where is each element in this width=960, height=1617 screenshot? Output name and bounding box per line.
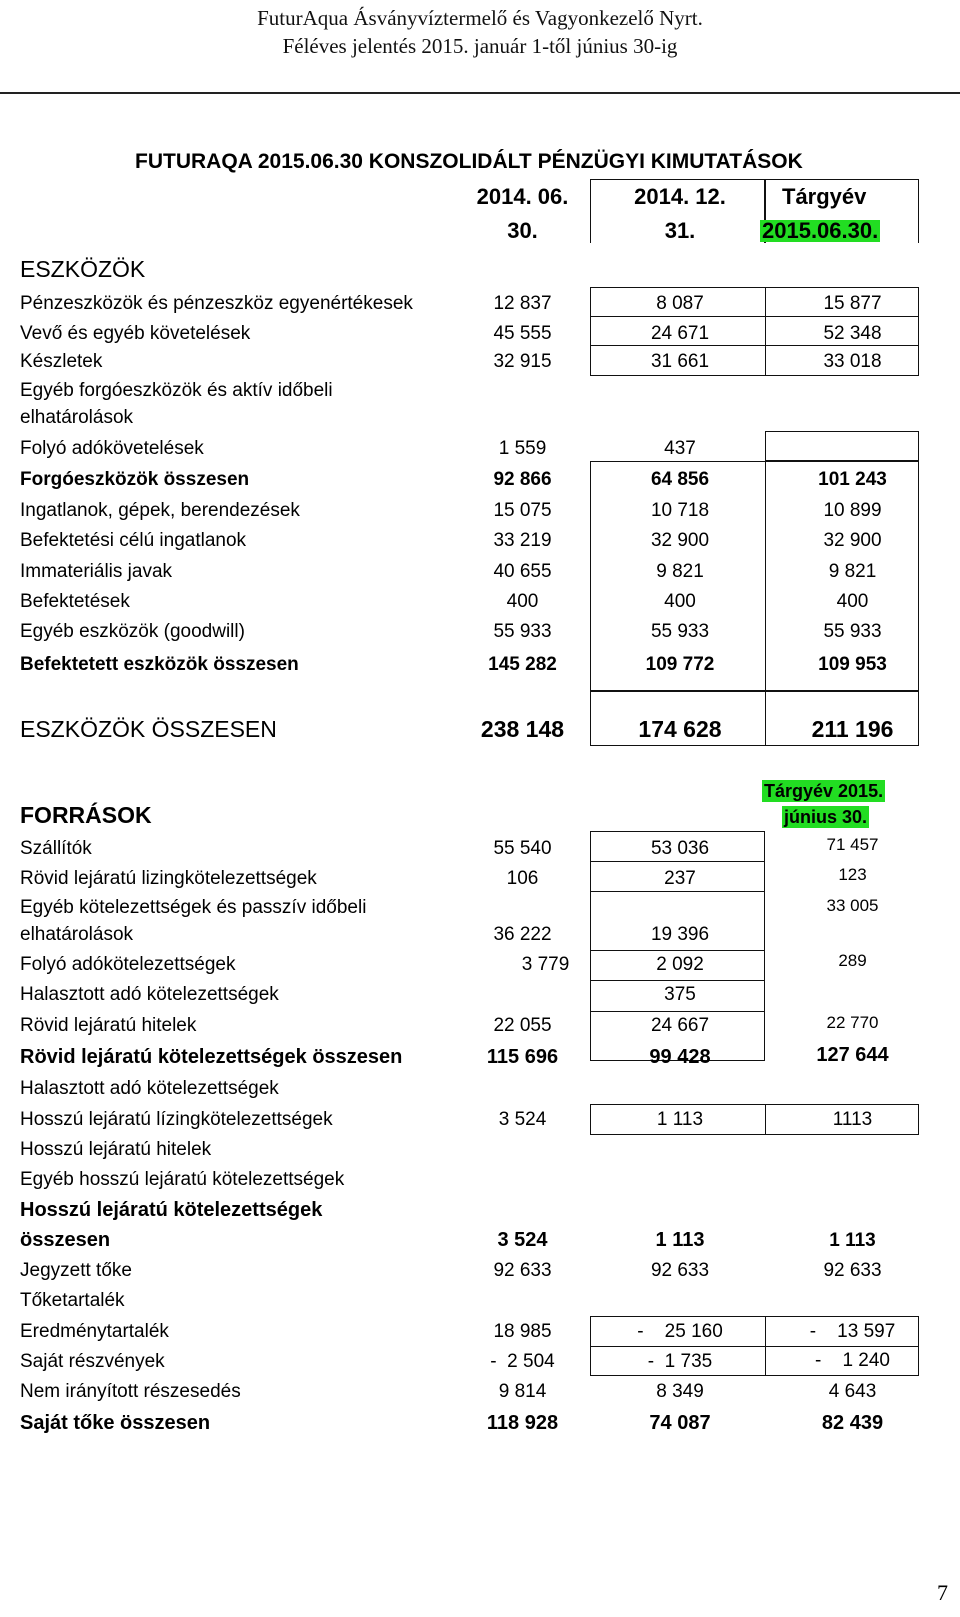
asset-value-2015-06: 10 899: [823, 500, 882, 521]
asset-value-2014-06: 1 559: [498, 438, 547, 459]
asset-subtotal-label: Befektetett eszközök összesen: [20, 654, 299, 675]
asset-value-2015-06: 9 821: [828, 561, 877, 582]
source-value-2014-06: 3 779: [521, 954, 570, 975]
source-value-2015-06: 92 633: [823, 1260, 882, 1281]
source-row-label: Tőketartalék: [20, 1290, 125, 1311]
source-value-2014-12: 99 428: [649, 1046, 711, 1068]
source-row-label: Halasztott adó kötelezettségek: [20, 984, 279, 1005]
assets-total-2014-06: 238 148: [480, 716, 565, 742]
statement-title: FUTURAQA 2015.06.30 KONSZOLIDÁLT PÉNZÜGYI KIMUTATÁSOK: [135, 150, 803, 173]
source-value-2014-06: 18 985: [493, 1321, 552, 1342]
source-value-2015-06: 82 439: [821, 1412, 884, 1434]
asset-value-2014-06: 33 219: [493, 530, 552, 551]
equity-total-label: Saját tőke összesen: [20, 1412, 211, 1434]
asset-row-label: Befektetések: [20, 591, 130, 612]
col2-header-line2: 31.: [664, 218, 696, 243]
asset-row-label: Pénzeszközök és pénzeszköz egyenértékesek: [20, 293, 413, 314]
assets-grid-folyo: [765, 431, 919, 461]
source-value-2015-06: - 1 240: [815, 1350, 890, 1371]
asset-value-2014-12: 31 661: [650, 351, 710, 372]
source-value-2014-12: 74 087: [649, 1412, 711, 1434]
asset-value-2014-12: 32 900: [650, 530, 710, 551]
source-subtotal-label: Hosszú lejáratú kötelezettségek: [20, 1199, 323, 1221]
source-value-2014-06: 115 696: [486, 1046, 559, 1068]
source-row-label: Egyéb kötelezettségek és passzív időbeli: [20, 897, 367, 918]
source-value-2015-06: 1 113: [829, 1230, 876, 1251]
source-value-2014-12: 237: [664, 868, 696, 889]
source-row-label: Halasztott adó kötelezettségek: [20, 1078, 279, 1099]
source-value-2014-12: 24 667: [650, 1015, 710, 1036]
asset-value-2015-06: 33 018: [823, 351, 882, 372]
source-row-label: Szállítók: [20, 838, 92, 859]
source-row-label: Jegyzett tőke: [20, 1260, 132, 1281]
asset-value-2014-12: 10 718: [650, 500, 710, 521]
asset-value-2014-06: 400: [506, 591, 539, 612]
source-value-2014-12: 375: [664, 984, 696, 1005]
source-value-2015-06: 127 644: [816, 1044, 889, 1066]
col3-header-line2: 2015.06.30.: [762, 218, 879, 243]
asset-value-2014-12: 24 671: [650, 323, 710, 344]
source-row-label: Hosszú lejáratú lízingkötelezettségek: [20, 1109, 333, 1130]
col1-header-line2: 30.: [507, 218, 538, 243]
source-value-2014-06: 106: [506, 868, 539, 889]
source-value-2014-12: 1 113: [655, 1229, 705, 1251]
col1-header-line1: 2014. 06.: [476, 184, 569, 209]
asset-value-2014-12: 437: [664, 438, 696, 459]
asset-row-label: Készletek: [20, 351, 103, 372]
asset-value-2014-12: 400: [664, 591, 696, 612]
source-value-2014-06: 36 222: [493, 924, 552, 945]
source-value-2014-12: 53 036: [650, 838, 710, 859]
asset-row-label: Vevő és egyéb követelések: [20, 323, 251, 344]
asset-value-2015-06: 101 243: [818, 469, 887, 490]
col2-header-line1: 2014. 12.: [634, 184, 726, 209]
source-value-2014-06: 92 633: [493, 1260, 552, 1281]
source-row-label: Rövid lejáratú hitelek: [20, 1015, 197, 1036]
assets-total-2014-12: 174 628: [638, 716, 722, 742]
asset-value-2015-06: 55 933: [823, 621, 882, 642]
source-value-2014-06: 118 928: [486, 1412, 559, 1434]
asset-row-label-cont: elhatárolások: [20, 407, 134, 428]
source-value-2015-06: 33 005: [826, 896, 879, 915]
page-number: 7: [937, 1580, 948, 1605]
source-value-2014-12: 92 633: [650, 1260, 710, 1281]
report-title: Féléves jelentés 2015. január 1-től június 30-ig: [282, 34, 678, 58]
asset-row-label: Egyéb forgóeszközök és aktív időbeli: [20, 380, 333, 401]
source-value-2014-06: 3 524: [498, 1109, 547, 1130]
source-value-2014-06: 9 814: [498, 1381, 547, 1402]
sources-col3-header-line1: Tárgyév 2015.: [764, 781, 884, 801]
source-value-2014-06: 55 540: [493, 838, 552, 859]
asset-value-2014-06: 92 866: [493, 469, 552, 490]
asset-row-label: Befektetési célú ingatlanok: [20, 530, 247, 551]
source-subtotal-label-cont: összesen: [20, 1229, 111, 1251]
asset-value-2014-12: 109 772: [645, 654, 715, 675]
source-value-2014-12: 19 396: [650, 924, 710, 945]
source-value-2014-12: - 1 735: [647, 1351, 713, 1372]
asset-value-2014-12: 55 933: [650, 621, 710, 642]
header-divider: [0, 92, 960, 94]
source-value-2015-06: 22 770: [826, 1013, 879, 1032]
asset-value-2014-12: 64 856: [650, 469, 710, 490]
source-row-label: Folyó adókötelezettségek: [20, 954, 236, 975]
asset-row-label: Egyéb eszközök (goodwill): [20, 621, 245, 642]
sources-heading: FORRÁSOK: [20, 802, 152, 828]
asset-value-2014-06: 40 655: [493, 561, 552, 582]
source-row-label: Eredménytartalék: [20, 1321, 169, 1342]
source-value-2015-06: 71 457: [826, 835, 879, 854]
asset-row-label: Ingatlanok, gépek, berendezések: [20, 500, 300, 521]
source-value-2014-12: - 25 160: [637, 1321, 723, 1342]
company-name: FuturAqua Ásványvíztermelő és Vagyonkezelő Nyrt.: [257, 6, 703, 30]
asset-row-label: Folyó adókövetelések: [20, 438, 204, 459]
asset-value-2015-06: 109 953: [818, 654, 887, 675]
asset-value-2014-06: 45 555: [493, 323, 552, 344]
asset-value-2014-06: 15 075: [493, 500, 552, 521]
source-row-label: Rövid lejáratú lizingkötelezettségek: [20, 868, 317, 889]
assets-heading: ESZKÖZÖK: [20, 256, 146, 282]
source-subtotal-label: Rövid lejáratú kötelezettségek összesen: [20, 1046, 403, 1068]
assets-total-2015-06: 211 196: [811, 716, 894, 742]
asset-value-2015-06: 400: [836, 591, 869, 612]
source-value-2015-06: - 13 597: [809, 1321, 896, 1342]
assets-total-label: ESZKÖZÖK ÖSSZESEN: [20, 716, 277, 742]
asset-row-label: Immateriális javak: [20, 561, 173, 582]
source-value-2014-12: 2 092: [656, 954, 704, 975]
source-row-label: Hosszú lejáratú hitelek: [20, 1139, 212, 1160]
source-value-2014-06: 22 055: [493, 1015, 552, 1036]
asset-value-2014-06: 12 837: [493, 293, 552, 314]
asset-value-2014-06: 145 282: [488, 654, 557, 675]
col3-header-line1: Tárgyév: [782, 184, 867, 209]
asset-value-2015-06: 52 348: [823, 323, 882, 344]
asset-value-2014-12: 9 821: [656, 561, 704, 582]
source-value-2014-12: 1 113: [656, 1109, 704, 1130]
sources-col3-header-line2: június 30.: [784, 807, 868, 827]
asset-value-2015-06: 15 877: [823, 293, 882, 314]
asset-subtotal-label: Forgóeszközök összesen: [20, 469, 250, 490]
asset-value-2014-06: 55 933: [493, 621, 552, 642]
source-value-2014-06: 3 524: [497, 1229, 548, 1251]
asset-value-2014-06: 32 915: [493, 351, 552, 372]
source-row-label: Saját részvények: [20, 1351, 165, 1372]
source-value-2015-06: 1113: [832, 1109, 873, 1130]
source-value-2015-06: 289: [838, 951, 867, 970]
asset-value-2015-06: 32 900: [823, 530, 882, 551]
source-value-2015-06: 4 643: [828, 1381, 877, 1402]
source-value-2014-06: - 2 504: [490, 1351, 555, 1372]
source-row-label: Nem irányított részesedés: [20, 1381, 241, 1402]
asset-value-2014-12: 8 087: [656, 293, 704, 314]
source-row-label-cont: elhatárolások: [20, 924, 134, 945]
source-row-label: Egyéb hosszú lejáratú kötelezettségek: [20, 1169, 345, 1190]
source-value-2015-06: 123: [838, 865, 867, 884]
source-value-2014-12: 8 349: [656, 1381, 704, 1402]
